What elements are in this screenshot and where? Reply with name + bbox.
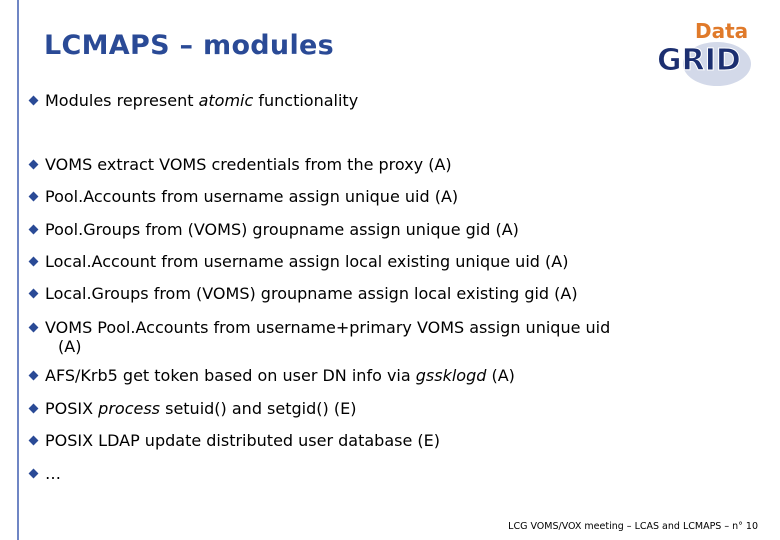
bullet-item bbox=[30, 284, 578, 303]
bullet-item bbox=[30, 399, 356, 418]
bullet-text: AFS/Krb5 bbox=[45, 366, 118, 385]
bullet-item bbox=[30, 464, 61, 483]
bullet-continuation: (A) bbox=[58, 337, 82, 356]
diamond-bullet-icon bbox=[29, 96, 39, 106]
diamond-bullet-icon bbox=[29, 289, 39, 299]
diamond-bullet-icon bbox=[29, 225, 39, 235]
bullet-text: from (VOMS) groupname assign unique gid (A) bbox=[140, 220, 519, 239]
bullet-text: atomic bbox=[198, 91, 254, 110]
diamond-bullet-icon bbox=[29, 371, 39, 381]
logo-bottom-text: GRID bbox=[657, 43, 741, 78]
bullet-item bbox=[30, 252, 568, 271]
bullet-text: … bbox=[45, 464, 61, 483]
bullet-text: get token based on user DN info via bbox=[117, 366, 416, 385]
diamond-bullet-icon bbox=[29, 257, 39, 267]
diamond-bullet-icon bbox=[29, 192, 39, 202]
bullet-item bbox=[30, 187, 458, 206]
diamond-bullet-icon bbox=[29, 323, 39, 333]
bullet-text: from (VOMS) groupname assign local existing gid (A) bbox=[148, 284, 578, 303]
bullet-text: setuid() and setgid() (E) bbox=[160, 399, 357, 418]
diamond-bullet-icon bbox=[29, 404, 39, 414]
bullet-text: Local.Account bbox=[45, 252, 157, 271]
diamond-bullet-icon bbox=[29, 160, 39, 170]
bullet-item bbox=[30, 366, 515, 385]
bullet-item bbox=[30, 220, 519, 239]
bullet-text: (A) bbox=[486, 366, 515, 385]
logo-top-text: Data bbox=[695, 19, 749, 43]
bullet-text: VOMS bbox=[45, 155, 93, 174]
bullet-text: Pool.Groups bbox=[45, 220, 141, 239]
bullet-item bbox=[30, 155, 452, 174]
bullet-item bbox=[30, 318, 610, 337]
page-title: LCMAPS – modules bbox=[44, 30, 334, 61]
bullet-text: functionality bbox=[253, 91, 359, 110]
diamond-bullet-icon bbox=[29, 469, 39, 479]
bullet-text: update distributed user database (E) bbox=[139, 431, 440, 450]
bullet-text: from username assign local existing unique uid (A) bbox=[156, 252, 569, 271]
datagrid-logo bbox=[655, 18, 765, 88]
bullet-text: process bbox=[98, 399, 161, 418]
bullet-item bbox=[30, 91, 358, 110]
bullet-text: POSIX bbox=[45, 399, 99, 418]
bullet-text: Modules represent bbox=[45, 91, 199, 110]
bullet-text: from username assign unique uid (A) bbox=[156, 187, 459, 206]
left-rule bbox=[17, 0, 19, 540]
footer: LCG VOMS/VOX meeting – LCAS and LCMAPS – n° 10 bbox=[508, 521, 758, 532]
bullet-text: POSIX LDAP bbox=[45, 431, 140, 450]
bullet-text: gssklogd bbox=[415, 366, 487, 385]
diamond-bullet-icon bbox=[29, 436, 39, 446]
bullet-item bbox=[30, 431, 440, 450]
bullet-text: Pool.Accounts bbox=[45, 187, 157, 206]
bullet-text: from username+primary VOMS assign unique uid bbox=[208, 318, 611, 337]
bullet-text: Local.Groups bbox=[45, 284, 149, 303]
bullet-text: extract VOMS credentials from the proxy (A) bbox=[92, 155, 452, 174]
bullet-text: VOMS Pool.Accounts bbox=[45, 318, 209, 337]
